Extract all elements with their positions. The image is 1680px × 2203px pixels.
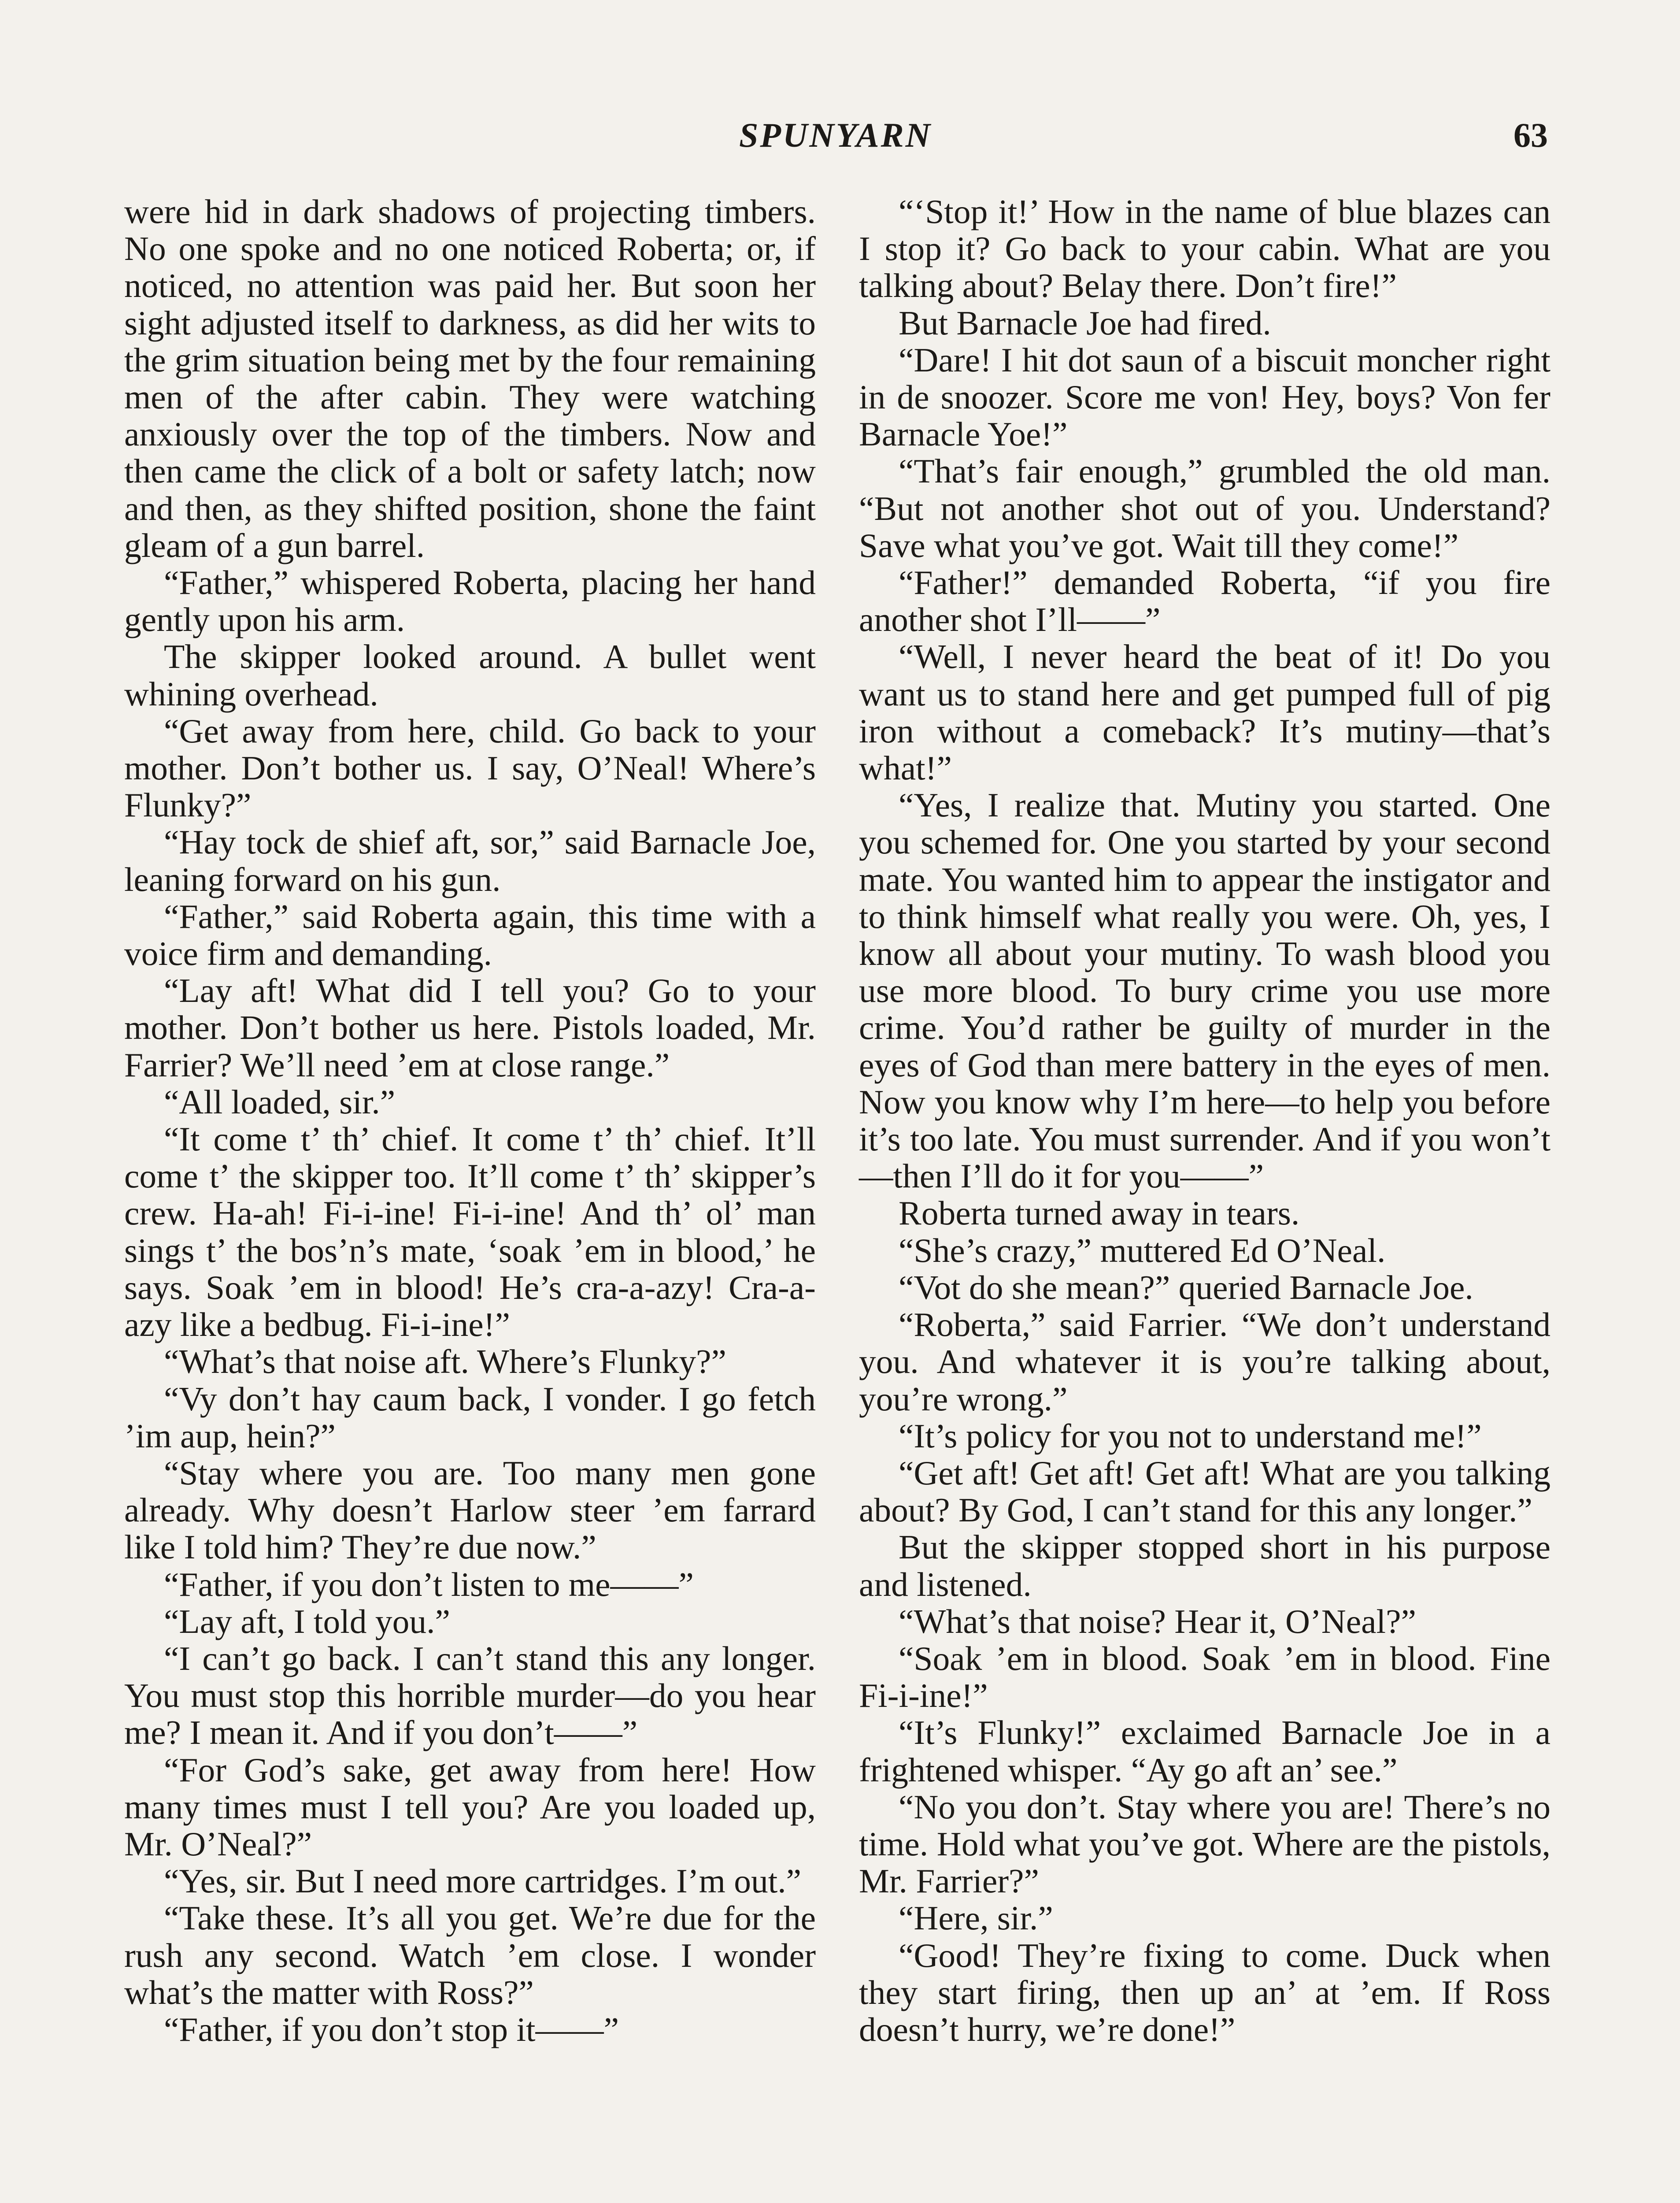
paragraph: “Take these. It’s all you get. We’re due for the rush any second. Watch ’em close. I wonder what’s the matter with Ross?” xyxy=(124,1899,816,2011)
paragraph: “No you don’t. Stay where you are! There’s no time. Hold what you’ve got. Where are the pistols, Mr. Farrier?” xyxy=(859,1788,1550,1900)
paragraph: were hid in dark shadows of projecting timbers. No one spoke and no one noticed Roberta; or, if noticed, no attention was paid her. But soon her sight adjusted itself to darkness, as did her wits to the grim situation being met by the four remaining men of the after cabin. They were watching anxiously over the top of the timbers. Now and then came the click of a bolt or safety latch; now and then, as they shifted position, shone the faint gleam of a gun barrel. xyxy=(124,193,816,564)
paragraph: “Here, sir.” xyxy=(899,1899,1053,1937)
left-text-column xyxy=(124,193,816,2048)
paragraph: “Get aft! Get aft! Get aft! What are you talking about? By God, I can’t stand for this any longer.” xyxy=(859,1454,1550,1529)
paragraph: “Vot do she mean?” queried Barnacle Joe. xyxy=(899,1268,1473,1306)
paragraph: “Vy don’t hay caum back, I vonder. I go fetch ’im aup, hein?” xyxy=(124,1380,816,1455)
paragraph: “Father!” demanded Roberta, “if you fire another shot I’ll——” xyxy=(859,564,1550,639)
paragraph: The skipper looked around. A bullet went whining overhead. xyxy=(124,638,816,713)
paragraph: “Yes, sir. But I need more cartridges. I’m out.” xyxy=(164,1862,802,1900)
right-text-column xyxy=(859,193,1550,2048)
page-number: 63 xyxy=(1513,116,1548,154)
paragraph: But the skipper stopped short in his purpose and listened. xyxy=(859,1528,1550,1603)
paragraph: “Dare! I hit dot saun of a biscuit moncher right in de snoozer. Score me von! Hey, boys? Von fer Barnacle Yoe!” xyxy=(859,341,1550,453)
page-header xyxy=(123,115,1548,164)
paragraph: But Barnacle Joe had fired. xyxy=(899,304,1271,342)
paragraph: “‘Stop it!’ How in the name of blue blazes can I stop it? Go back to your cabin. What are you talking about? Belay there. Don’t fire!” xyxy=(859,193,1550,305)
paragraph: “All loaded, sir.” xyxy=(164,1083,396,1121)
paragraph: “For God’s sake, get away from here! How many times must I tell you? Are you loaded up, Mr. O’Neal?” xyxy=(124,1751,816,1863)
paragraph: “I can’t go back. I can’t stand this any longer. You must stop this horrible murder—do you hear me? I mean it. And if you don’t——” xyxy=(124,1639,816,1752)
paragraph: “That’s fair enough,” grumbled the old man. “But not another shot out of you. Understand? Save what you’ve got. Wait till they come!” xyxy=(859,452,1550,564)
paragraph: “Father,” whispered Roberta, placing her hand gently upon his arm. xyxy=(124,564,816,639)
paragraph: “What’s that noise? Hear it, O’Neal?” xyxy=(899,1602,1416,1640)
running-title: SPUNYARN xyxy=(739,116,932,154)
paragraph: “Soak ’em in blood. Soak ’em in blood. Fine Fi-i-ine!” xyxy=(859,1639,1550,1715)
paragraph: “It’s policy for you not to understand me!” xyxy=(899,1417,1482,1455)
paragraph: “Good! They’re fixing to come. Duck when they start firing, then up an’ at ’em. If Ross doesn’t hurry, we’re done!” xyxy=(859,1936,1550,2048)
paragraph: “It’s Flunky!” exclaimed Barnacle Joe in a frightened whisper. “Ay go aft an’ see.” xyxy=(859,1713,1550,1789)
paragraph: “It come t’ th’ chief. It come t’ th’ chief. It’ll come t’ the skipper too. It’ll come t’ th’ skipper’s crew. Ha-ah! Fi-i-ine! Fi-i-ine! And th’ ol’ man sings t’ the bos’n’s mate, ‘soak ’em in blood,’ he says. Soak ’em in blood! He’s cra-a-azy! Cra-a-azy like a bedbug. Fi-i-ine!” xyxy=(124,1120,816,1344)
paragraph: “She’s crazy,” muttered Ed O’Neal. xyxy=(899,1231,1386,1269)
paragraph: “Lay aft! What did I tell you? Go to your mother. Don’t bother us here. Pistols loaded, Mr. Farrier? We’ll need ’em at close range.” xyxy=(124,972,816,1084)
paragraph: Roberta turned away in tears. xyxy=(899,1194,1300,1232)
paragraph: “Roberta,” said Farrier. “We don’t understand you. And whatever it is you’re talking about, you’re wrong.” xyxy=(859,1305,1550,1418)
paragraph: “Father, if you don’t listen to me——” xyxy=(164,1565,694,1603)
paragraph: “Father, if you don’t stop it——” xyxy=(164,2010,619,2048)
paragraph: “Yes, I realize that. Mutiny you started. One you schemed for. One you started by your second mate. You wanted him to appear the instigator and to think himself what really you were. Oh, yes, I know all about your mutiny. To wash blood you use more blood. To bury crime you use more crime. You’d rather be guilty of murder in the eyes of God than mere battery in the eyes of men. Now you know why I’m here—to help you before it’s too late. You must surrender. And if you won’t—then I’ll do it for you——” xyxy=(859,786,1550,1195)
paragraph: “Hay tock de shief aft, sor,” said Barnacle Joe, leaning forward on his gun. xyxy=(124,823,816,898)
paragraph: “What’s that noise aft. Where’s Flunky?” xyxy=(164,1343,726,1381)
paragraph: “Father,” said Roberta again, this time with a voice firm and demanding. xyxy=(124,897,816,973)
paragraph: “Lay aft, I told you.” xyxy=(164,1602,450,1640)
paragraph: “Stay where you are. Too many men gone already. Why doesn’t Harlow steer ’em farrard like I told him? They’re due now.” xyxy=(124,1454,816,1566)
paragraph: “Well, I never heard the beat of it! Do you want us to stand here and get pumped full of pig iron without a comeback? It’s mutiny—that’s what!” xyxy=(859,638,1550,787)
paragraph: “Get away from here, child. Go back to your mother. Don’t bother us. I say, O’Neal! Where’s Flunky?” xyxy=(124,712,816,824)
